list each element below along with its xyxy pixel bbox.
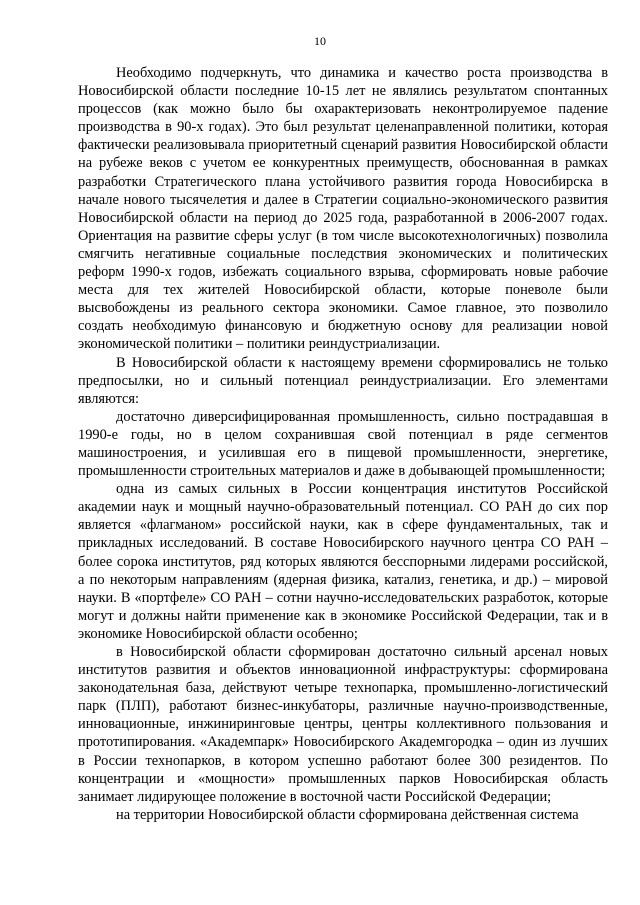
body-text [78, 64, 608, 824]
paragraph-industry: достаточно диверсифицированная промышленность, сильно пострадавшая в 1990-е годы, но в целом сохранившая свой потенциал в ряде сегментов машиностроения, и усилившая его в пищевой промышленности, энергетике, промышленности строительных материалов и даже в добывающей промышленности; [78, 408, 608, 480]
paragraph-innovation-infrastructure: в Новосибирской области сформирован достаточно сильный арсенал новых институтов развития и объектов инновационной инфраструктуры: сформирована законодательная база, действуют четыре технопарка, промышленно-логистический парк (ПЛП), работают бизнес-инкубаторы, различные научно-производственные, инновационные, инжиниринговые центры, центры коллективного пользования и прототипирования. «Академпарк» Новосибирского Академгородка – один из лучших в России технопарков, в котором успешно работают более 300 резидентов. По концентрации и «мощности» промышленных парков Новосибирская область занимает лидирующее положение в восточной части Российской Федерации; [78, 644, 608, 805]
paragraph-potential-intro: В Новосибирской области к настоящему времени сформировались не только предпосылки, но и сильный потенциал реиндустриализации. Его элементами являются: [78, 354, 608, 407]
paragraph-science: одна из самых сильных в России концентрация институтов Российской академии наук и мощный научно-образовательный потенциал. СО РАН до сих пор является «флагманом» российской науки, как в сфере фундаментальных, так и прикладных исследований. В составе Новосибирского научного центра СО РАН – более сорока институтов, ряд которых являются бесспорными лидерами российской, а по некоторым направлениям (ядерная физика, катализ, генетика, и др.) – мировой науки. В «портфеле» СО РАН – сотни научно-исследовательских разработок, которые могут и должны найти применение как в экономике Российской Федерации, так и в экономике Новосибирской области особенно; [78, 481, 608, 642]
paragraph-dynamics: Необходимо подчеркнуть, что динамика и качество роста производства в Новосибирской области последние 10-15 лет не являлись результатом спонтанных процессов (как можно было бы охарактеризовать неконтролируемое падение производства в 90-х годах). Это был результат целенаправленной политики, которая фактически реализовывала приоритетный сценарий развития Новосибирской области на рубеже веков с учетом ее конкурентных преимуществ, обоснованная в рамках разработки Стратегического плана устойчивого развития города Новосибирска в начале нового тысячелетия и далее в Стратегии социально-экономического развития Новосибирской области на период до 2025 года, разработанной в 2006-2007 годах. Ориентация на развитие сферы услуг (в том числе высокотехнологичных) позволила смягчить негативные социальные последствия экономических и политических реформ 1990-х годов, избежать социального взрыва, сформировать новые рабочие места для тех жителей Новосибирской области, которые поневоле были высвобождены из реального сектора экономики. Самое главное, это позволило создать необходимую финансовую и бюджетную основу для реализации новой экономической политики – политики реиндустриализации. [78, 65, 608, 353]
paragraph-system: на территории Новосибирской области сформирована действенная система [116, 806, 579, 823]
page-number: 10 [314, 34, 326, 48]
